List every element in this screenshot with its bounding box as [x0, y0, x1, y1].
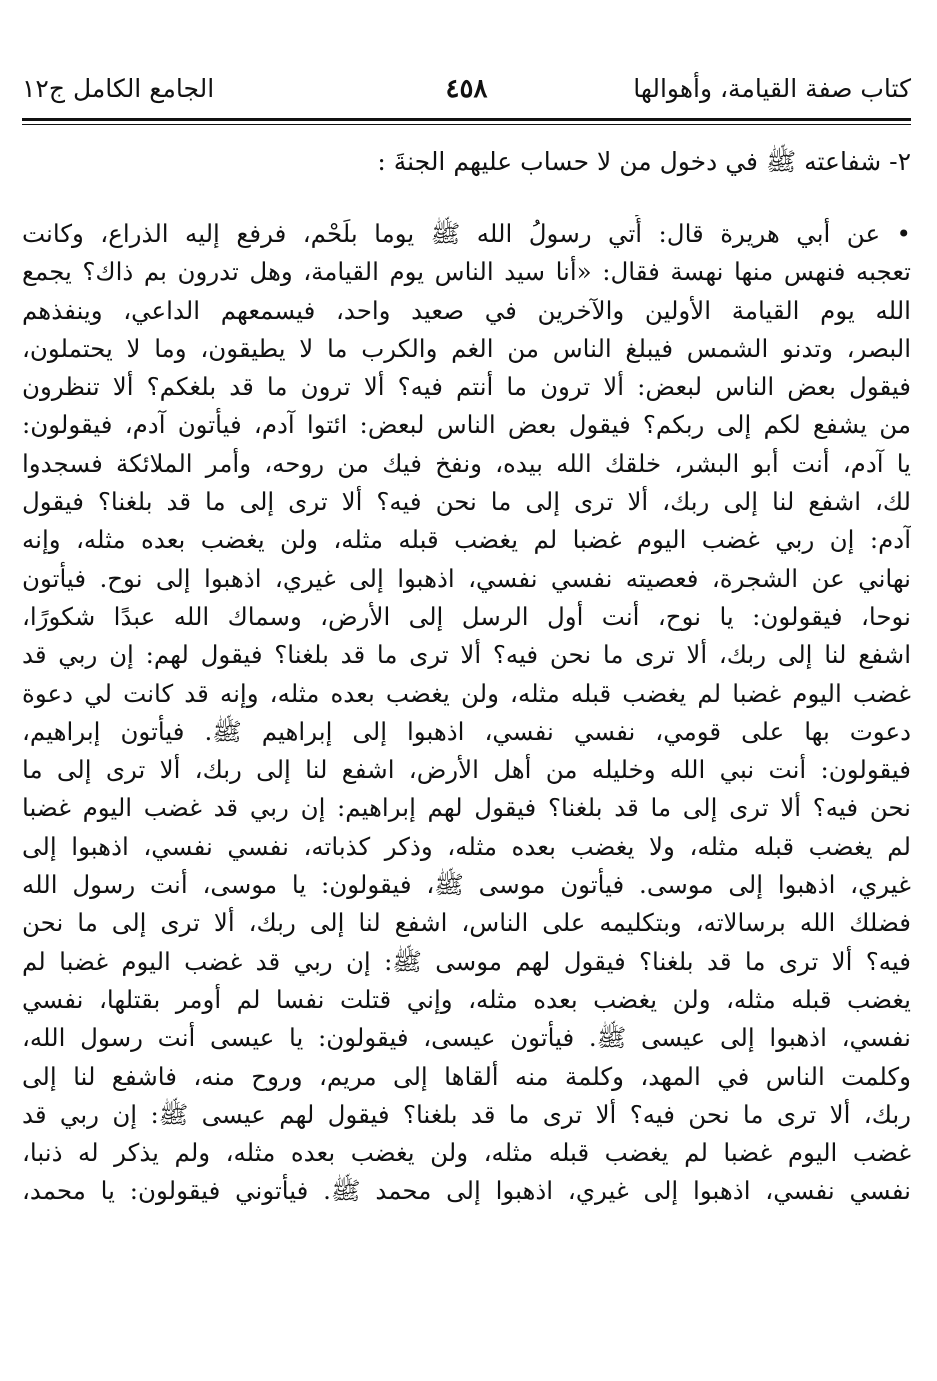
text-line: فضلك الله برسالاته، وبتكليمه على الناس، اشفع لنا إلى ربك، ألا ترى إلى ما نحن	[22, 908, 911, 938]
body-text	[22, 215, 911, 1211]
text-line: • عن أبي هريرة قال: أُتي رسولُ الله ﷺ يوما بلَحْم، فرفع إليه الذراع، وكانت	[22, 219, 911, 248]
header-rule-thin	[22, 124, 911, 125]
text-line: غضب اليوم غضبا لم يغضب قبله مثله، ولن يغضب بعده مثله، وإنه قد كانت لي دعوة	[22, 678, 911, 708]
text-line: ربك، ألا ترى ما نحن فيه؟ ألا ترى ما قد بلغنا؟ فيقول لهم عيسى ﷺ: إن ربي قد	[22, 1099, 911, 1129]
text-line: البصر، وتدنو الشمس فيبلغ الناس من الغم والكرب ما لا يطيقون، وما لا يحتملون،	[22, 333, 911, 363]
text-line: لك، اشفع لنا إلى ربك، ألا ترى إلى ما نحن فيه؟ ألا ترى إلى ما قد بلغنا؟ فيقول	[22, 487, 911, 517]
text-line: نحن فيه؟ ألا ترى إلى ما قد بلغنا؟ فيقول لهم إبراهيم: إن ربي قد غضب اليوم غضبا	[22, 793, 911, 823]
text-line: دعوت بها على قومي، نفسي نفسي، اذهبوا إلى إبراهيم ﷺ. فيأتون إبراهيم،	[22, 716, 911, 746]
header-book-title: كتاب صفة القيامة، وأهوالها	[633, 74, 911, 103]
section-heading: ٢- شفاعته ﷺ في دخول من لا حساب عليهم الجنةَ :	[377, 147, 911, 176]
text-line: لم يغضب قبله مثله، ولا يغضب بعده مثله، وذكر كذباته، نفسي نفسي، اذهبوا إلى	[22, 831, 911, 861]
running-header	[22, 70, 911, 114]
text-line: وكلمت الناس في المهد، وكلمة منه ألقاها إلى مريم، وروح منه، فاشفع لنا إلى	[22, 1061, 911, 1091]
text-line: يغضب قبله مثله، ولن يغضب بعده مثله، وإني قتلت نفسا لم أومر بقتلها، نفسي	[22, 984, 911, 1014]
text-line: نوحا، فيقولون: يا نوح، أنت أول الرسل إلى الأرض، وسماك الله عبدًا شكورًا،	[22, 601, 911, 631]
text-line: اشفع لنا إلى ربك، ألا ترى ما نحن فيه؟ ألا ترى ما قد بلغنا؟ فيقول لهم: إن ربي قد	[22, 640, 911, 670]
text-line: يا آدم، أنت أبو البشر، خلقك الله بيده، ونفخ فيك من روحه، وأمر الملائكة فسجدوا	[22, 448, 911, 478]
text-line: فيقول بعض الناس لبعض: ألا ترون ما أنتم فيه؟ ألا ترون ما قد بلغكم؟ ألا تنظرون	[22, 372, 911, 402]
page-number: ٤٥٨	[445, 74, 488, 104]
header-rule-thick	[22, 118, 911, 121]
text-line: فيه؟ ألا ترى ما قد بلغنا؟ فيقول لهم موسى ﷺ: إن ربي قد غضب اليوم غضبا لم	[22, 946, 911, 976]
text-line: فيقولون: أنت نبي الله وخليله من أهل الأرض، اشفع لنا إلى ربك، ألا ترى إلى ما	[22, 755, 911, 785]
text-line: تعجبه فنهس منها نهسة فقال: «أنا سيد الناس يوم القيامة، وهل تدرون بم ذاك؟ يجمع	[22, 257, 911, 287]
header-series-title: الجامع الكامل ج١٢	[22, 74, 215, 103]
text-line: نهاني عن الشجرة، فعصيته نفسي نفسي، اذهبوا إلى غيري، اذهبوا إلى نوح. فيأتون	[22, 563, 911, 593]
text-line: غضب اليوم غضبا لم يغضب قبله مثله، ولن يغضب بعده مثله، ولم يذكر له ذنبا،	[22, 1138, 911, 1168]
text-line: آدم: إن ربي غضب اليوم غضبا لم يغضب قبله مثله، ولن يغضب بعده مثله، وإنه	[22, 525, 911, 555]
text-line: الله يوم القيامة الأولين والآخرين في صعيد واحد، فيسمعهم الداعي، وينفذهم	[22, 295, 911, 325]
text-line: نفسي، اذهبوا إلى عيسى ﷺ. فيأتون عيسى، فيقولون: يا عيسى أنت رسول الله،	[22, 1023, 911, 1053]
text-line: من يشفع لكم إلى ربكم؟ فيقول بعض الناس لبعض: ائتوا آدم، فيأتون آدم، فيقولون:	[22, 410, 911, 440]
text-line: غيري، اذهبوا إلى موسى. فيأتون موسى ﷺ، فيقولون: يا موسى، أنت رسول الله	[22, 870, 911, 900]
text-line: نفسي نفسي، اذهبوا إلى غيري، اذهبوا إلى محمد ﷺ. فيأتوني فيقولون: يا محمد،	[22, 1176, 911, 1206]
